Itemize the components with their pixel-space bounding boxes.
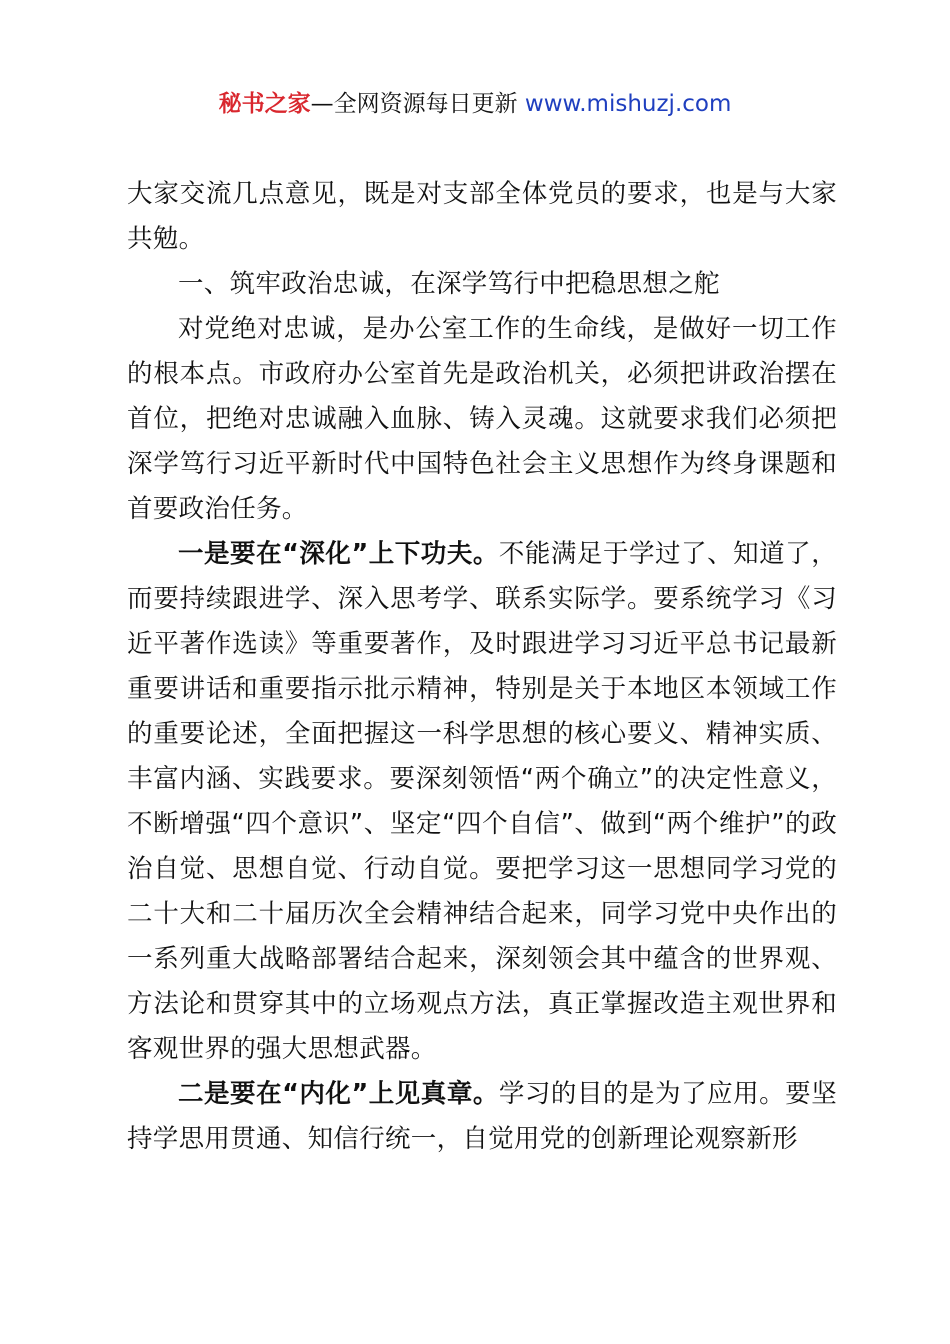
paragraph-intro-continuation xyxy=(127,172,837,262)
header-tagline: —全网资源每日更新 xyxy=(310,91,525,117)
paragraph-lead-bold: 二是要在“内化”上见真章。 xyxy=(178,1079,499,1109)
site-url-link[interactable]: www.mishuzj.com xyxy=(524,91,732,117)
section-heading-text: 一、筑牢政治忠诚，在深学笃行中把稳思想之舵 xyxy=(178,269,720,299)
paragraph-deepen xyxy=(127,532,837,1072)
paragraph-loyalty xyxy=(127,307,837,532)
document-body xyxy=(127,172,837,1162)
section-heading xyxy=(127,262,837,307)
paragraph-text: 大家交流几点意见，既是对支部全体党员的要求，也是与大家共勉。 xyxy=(127,179,837,254)
brand-name: 秘书之家 xyxy=(218,91,311,117)
paragraph-lead-bold: 一是要在“深化”上下功夫。 xyxy=(178,539,499,569)
paragraph-text: 对党绝对忠诚，是办公室工作的生命线，是做好一切工作的根本点。市政府办公室首先是政治机关，必须把讲政治摆在首位，把绝对忠诚融入血脉、铸入灵魂。这就要求我们必须把深学笃行习近平新时代中国特色社会主义思想作为终身课题和首要政治任务。 xyxy=(127,314,837,524)
paragraph-text: 学习的目的是为了应用。要坚持学思用贯通、知信行统一，自觉用党的创新理论观察新形 xyxy=(127,1079,837,1154)
paragraph-text: 不能满足于学过了、知道了，而要持续跟进学、深入思考学、联系实际学。要系统学习《习近平著作选读》等重要著作，及时跟进学习习近平总书记最新重要讲话和重要指示批示精神，特别是关于本地区本领域工作的重要论述，全面把握这一科学思想的核心要义、精神实质、丰富内涵、实践要求。要深刻领悟“两个确立”的决定性意义，不断增强“四个意识”、坚定“四个自信”、做到“两个维护”的政治自觉、思想自觉、行动自觉。要把学习这一思想同学习党的二十大和二十届历次全会精神结合起来，同学习党中央作出的一系列重大战略部署结合起来，深刻领会其中蕴含的世界观、方法论和贯穿其中的立场观点方法，真正掌握改造主观世界和客观世界的强大思想武器。 xyxy=(127,539,837,1064)
paragraph-internalize xyxy=(127,1072,837,1162)
page-header xyxy=(0,86,950,122)
